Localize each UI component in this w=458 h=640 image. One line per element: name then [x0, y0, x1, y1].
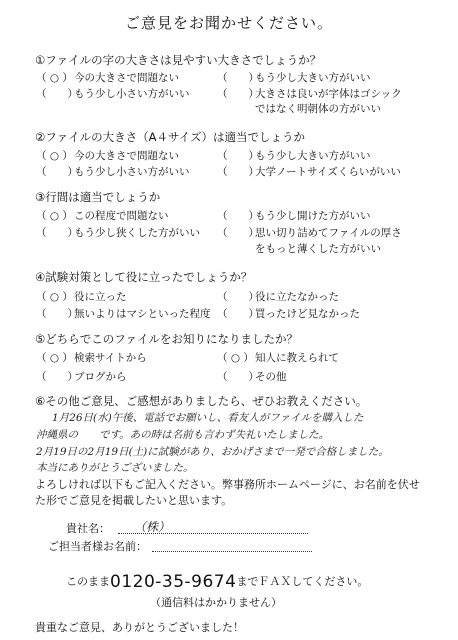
- q3-option-1-label: この程度で問題ない: [74, 210, 169, 222]
- q5-option-4[interactable]: [217, 369, 287, 384]
- q2-option-3-mark: （ ）: [36, 166, 78, 178]
- q2-option-2-label: もう少し大きい方がいい: [255, 150, 371, 162]
- question-1: ①ファイルの字の大きさは見やすい大きさでしょうか？: [35, 53, 322, 67]
- q2-option-3-label: もう少し小さい方がいい: [74, 166, 190, 178]
- q5-option-4-label: その他: [255, 371, 287, 383]
- q3-option-4[interactable]: [217, 225, 402, 240]
- q2-option-4-mark: （ ）: [217, 166, 259, 178]
- q2-option-3[interactable]: [36, 164, 190, 179]
- q5-option-3-mark: （ ）: [36, 371, 78, 383]
- q3-option-1-mark: （ ○ ）: [36, 210, 73, 222]
- q1-option-3-label: もう少し小さい方がいい: [74, 88, 190, 100]
- question-3: ③行間は適当でしょうか: [35, 190, 161, 204]
- q2-option-4-label: 大学ノートサイズくらいがいい: [255, 166, 401, 178]
- q4-option-2-label: 役に立たなかった: [255, 291, 339, 303]
- q4-option-1-mark: （ ○ ）: [36, 291, 73, 303]
- comment-line-4: 本当にありがとうございました。: [36, 462, 194, 474]
- q5-option-2-label: 知人に教えられて: [255, 352, 339, 364]
- q1-option-1-mark: （ ○ ）: [36, 72, 73, 84]
- fax-note: （通信料はかかりません）: [150, 596, 282, 609]
- q1-option-2-label: もう少し大きい方がいい: [255, 72, 371, 84]
- fax-suffix: までＦＡＸしてください。: [236, 575, 369, 588]
- fax-number: 0120-35-9674: [110, 572, 237, 592]
- company-value[interactable]: （株）: [134, 520, 171, 534]
- q3-option-2[interactable]: [217, 208, 371, 223]
- q4-option-2[interactable]: [217, 289, 339, 304]
- q2-option-1[interactable]: [36, 148, 179, 163]
- q1-option-4-label: 大きさは良いが字体はゴシック: [255, 88, 402, 100]
- q4-option-2-mark: （ ）: [217, 291, 259, 303]
- q4-option-4-mark: （ ）: [217, 308, 259, 320]
- q4-option-3[interactable]: [36, 306, 211, 321]
- q2-option-4[interactable]: [217, 164, 401, 179]
- comment-line-1: 1月26日(水)午後、電話でお願いし、看友人がファイルを購入した: [52, 412, 364, 424]
- q1-option-1[interactable]: [36, 70, 179, 85]
- question-2: ②ファイルの大きさ（A４サイズ）は適当でしょうか: [35, 130, 306, 144]
- q5-option-2-mark: （ ○ ）: [217, 352, 254, 364]
- q1-option-3[interactable]: [36, 86, 190, 101]
- q2-option-2[interactable]: [217, 148, 371, 163]
- thanks-message: 貴重なご意見、ありがとうございました！: [35, 621, 244, 634]
- person-underline[interactable]: [152, 551, 312, 552]
- q2-option-1-label: 今の大きさで問題ない: [74, 150, 179, 162]
- page-title: ご意見をお聞かせください。: [124, 14, 333, 32]
- closing-line-2: た形でご意見を掲載したいと思います。: [35, 494, 233, 507]
- closing-line-1: よろしければ以下もご記入ください。弊事務所ホームページに、お名前を伏せ: [35, 478, 420, 491]
- fax-prefix: このまま: [66, 575, 110, 588]
- q4-option-4-label: 買ったけど見なかった: [255, 308, 360, 320]
- question-5: ⑤どちらでこのファイルをお知りになりましたか？: [35, 332, 298, 346]
- q1-option-2-mark: （ ）: [217, 72, 259, 84]
- q3-option-4-line2: をもっと薄くした方がいい: [255, 243, 381, 255]
- q3-option-2-label: もう少し開けた方がいい: [255, 210, 371, 222]
- q4-option-1[interactable]: [36, 289, 127, 304]
- q3-option-3[interactable]: [36, 225, 200, 240]
- q3-option-4-mark: （ ）: [217, 227, 259, 239]
- q3-option-3-label: もう少し狭くした方がいい: [74, 227, 200, 239]
- q5-option-4-mark: （ ）: [217, 371, 259, 383]
- q3-option-1[interactable]: [36, 208, 169, 223]
- q3-option-4-label: 思い切り詰めてファイルの厚さ: [255, 227, 402, 239]
- q2-option-2-mark: （ ）: [217, 150, 259, 162]
- q1-option-4-line2: ではなく明朝体の方がいい: [255, 103, 381, 115]
- q1-option-2[interactable]: [217, 70, 371, 85]
- q1-option-3-mark: （ ）: [36, 88, 78, 100]
- q5-option-1-mark: （ ○ ）: [36, 352, 73, 364]
- q5-option-1[interactable]: [36, 350, 147, 365]
- company-label: 貴社名：: [66, 522, 110, 535]
- q4-option-1-label: 役に立った: [74, 291, 127, 303]
- comment-line-2: 沖縄県の です。あの時は名前も言わず失礼いたしました。: [36, 429, 330, 441]
- fax-row: [66, 572, 368, 592]
- q4-option-3-label: 無いよりはマシといった程度: [74, 308, 211, 320]
- q5-option-1-label: 検索サイトから: [74, 352, 147, 364]
- q1-option-4[interactable]: [217, 86, 402, 101]
- q4-option-3-mark: （ ）: [36, 308, 78, 320]
- company-underline: [118, 533, 308, 534]
- q5-option-3[interactable]: [36, 369, 127, 384]
- comment-line-3: 2月19日の2月19日(土)に試験があり、おかげさまで一発で合格しました。: [36, 446, 389, 458]
- question-6: ⑥その他ご意見、ご感想がありましたら、ぜひお教えください。: [35, 394, 368, 408]
- person-label: ご担当者様お名前：: [48, 540, 147, 553]
- question-4: ④試験対策として役に立ったでしょうか？: [35, 270, 253, 284]
- q5-option-2[interactable]: [217, 350, 339, 365]
- q2-option-1-mark: （ ○ ）: [36, 150, 73, 162]
- q3-option-3-mark: （ ）: [36, 227, 78, 239]
- q4-option-4[interactable]: [217, 306, 360, 321]
- q5-option-3-label: ブログから: [74, 371, 127, 383]
- q3-option-2-mark: （ ）: [217, 210, 259, 222]
- q1-option-4-mark: （ ）: [217, 88, 259, 100]
- q1-option-1-label: 今の大きさで問題ない: [74, 72, 179, 84]
